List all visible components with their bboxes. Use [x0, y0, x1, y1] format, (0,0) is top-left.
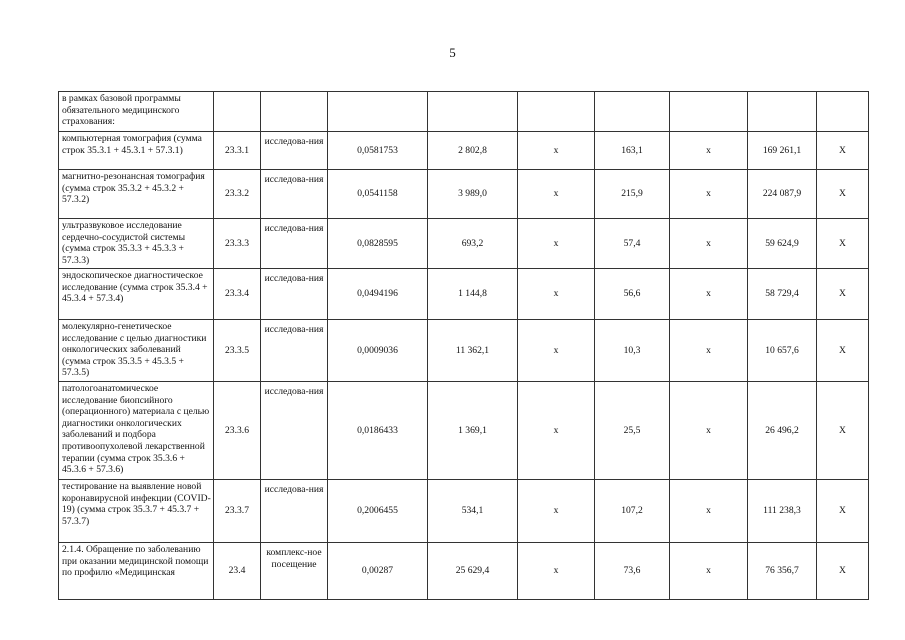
cost-norm: 1 144,8	[428, 269, 518, 320]
cost-norm: 11 362,1	[428, 320, 518, 382]
total-cost: 169 261,1	[748, 132, 817, 170]
line-number: 23.3.7	[214, 480, 261, 543]
cell-x-2: x	[670, 269, 748, 320]
medical-care-table	[58, 91, 869, 600]
per-capita-value: 25,5	[595, 382, 670, 480]
cell-x-1: x	[518, 382, 595, 480]
cell-x-3: X	[817, 132, 869, 170]
cell-x-2: x	[670, 480, 748, 543]
volume-norm: 0,2006455	[328, 480, 428, 543]
cell-x-2: x	[670, 219, 748, 269]
row-label: молекулярно-генетическое исследование с целью диагностики онкологических заболеваний (сумма строк 35.3.5 + 45.3.5 + 57.3.5)	[59, 320, 214, 382]
volume-norm: 0,00287	[328, 543, 428, 600]
cost-norm: 3 989,0	[428, 170, 518, 219]
unit-of-measure: исследова-ния	[261, 219, 328, 269]
cell-x-2: x	[670, 382, 748, 480]
line-number: 23.3.5	[214, 320, 261, 382]
cell-x-2: x	[670, 320, 748, 382]
cell-x-1: x	[518, 543, 595, 600]
cost-norm: 2 802,8	[428, 132, 518, 170]
unit-of-measure: исследова-ния	[261, 170, 328, 219]
total-cost: 76 356,7	[748, 543, 817, 600]
volume-norm: 0,0581753	[328, 132, 428, 170]
line-number: 23.3.3	[214, 219, 261, 269]
per-capita-value: 163,1	[595, 132, 670, 170]
total-cost: 59 624,9	[748, 219, 817, 269]
cell-x-1: x	[518, 132, 595, 170]
row-label: 2.1.4. Обращение по заболеванию при оказании медицинской помощи по профилю «Медицинская	[59, 543, 214, 600]
total-cost: 224 087,9	[748, 170, 817, 219]
cell-x-3: X	[817, 480, 869, 543]
per-capita-value: 57,4	[595, 219, 670, 269]
line-number: 23.3.6	[214, 382, 261, 480]
cell-x-3: X	[817, 320, 869, 382]
unit-of-measure: исследова-ния	[261, 269, 328, 320]
unit-of-measure: исследова-ния	[261, 320, 328, 382]
cell-x-3: X	[817, 543, 869, 600]
total-cost: 58 729,4	[748, 269, 817, 320]
cell-x-3: X	[817, 219, 869, 269]
unit-of-measure: комплекс-ное посещение	[261, 543, 328, 600]
cost-norm: 534,1	[428, 480, 518, 543]
table-row	[59, 132, 869, 170]
unit-of-measure: исследова-ния	[261, 132, 328, 170]
per-capita-value: 73,6	[595, 543, 670, 600]
cell-x-1: x	[518, 219, 595, 269]
table-header-row	[59, 92, 869, 132]
line-number: 23.3.1	[214, 132, 261, 170]
cost-norm: 25 629,4	[428, 543, 518, 600]
page-number: 5	[449, 45, 456, 60]
volume-norm: 0,0494196	[328, 269, 428, 320]
volume-norm: 0,0009036	[328, 320, 428, 382]
cell-x-1: x	[518, 320, 595, 382]
cell-x-2: x	[670, 132, 748, 170]
per-capita-value: 215,9	[595, 170, 670, 219]
cost-norm: 693,2	[428, 219, 518, 269]
cell-x-1: x	[518, 170, 595, 219]
cell-x-3: X	[817, 382, 869, 480]
row-label: эндоскопическое диагностическое исследование (сумма строк 35.3.4 + 45.3.4 + 57.3.4)	[59, 269, 214, 320]
table-row	[59, 382, 869, 480]
cell-x-3: X	[817, 269, 869, 320]
total-cost: 111 238,3	[748, 480, 817, 543]
cell-x-2: x	[670, 170, 748, 219]
cell-x-3: X	[817, 170, 869, 219]
line-number: 23.3.2	[214, 170, 261, 219]
per-capita-value: 10,3	[595, 320, 670, 382]
table-row	[59, 543, 869, 600]
per-capita-value: 56,6	[595, 269, 670, 320]
row-label: тестирование на выявление новой коронавирусной инфекции (COVID-19) (сумма строк 35.3.7 + 45.3.7 + 57.3.7)	[59, 480, 214, 543]
row-label: ультразвуковое исследование сердечно-сосудистой системы (сумма строк 35.3.3 + 45.3.3 + 57.3.3)	[59, 219, 214, 269]
row-label: магнитно-резонансная томография (сумма строк 35.3.2 + 45.3.2 + 57.3.2)	[59, 170, 214, 219]
table-row	[59, 480, 869, 543]
volume-norm: 0,0186433	[328, 382, 428, 480]
total-cost: 26 496,2	[748, 382, 817, 480]
cell-x-1: x	[518, 269, 595, 320]
table-row	[59, 320, 869, 382]
row-label: в рамках базовой программы обязательного медицинского страхования:	[59, 92, 214, 132]
table-row	[59, 219, 869, 269]
cell-x-1: x	[518, 480, 595, 543]
row-label: компьютерная томография (сумма строк 35.3.1 + 45.3.1 + 57.3.1)	[59, 132, 214, 170]
line-number: 23.3.4	[214, 269, 261, 320]
table-row	[59, 269, 869, 320]
unit-of-measure: исследова-ния	[261, 480, 328, 543]
cost-norm: 1 369,1	[428, 382, 518, 480]
unit-of-measure: исследова-ния	[261, 382, 328, 480]
volume-norm: 0,0828595	[328, 219, 428, 269]
cell-x-2: x	[670, 543, 748, 600]
volume-norm: 0,0541158	[328, 170, 428, 219]
row-label: патологоанатомическое исследование биопсийного (операционного) материала с целью диагностики онкологических заболеваний и подбора противоопухолевой лекарственной терапии (сумма строк 35.3.6 + 45.3.6 + 57.3.6)	[59, 382, 214, 480]
per-capita-value: 107,2	[595, 480, 670, 543]
total-cost: 10 657,6	[748, 320, 817, 382]
table-row	[59, 170, 869, 219]
line-number: 23.4	[214, 543, 261, 600]
